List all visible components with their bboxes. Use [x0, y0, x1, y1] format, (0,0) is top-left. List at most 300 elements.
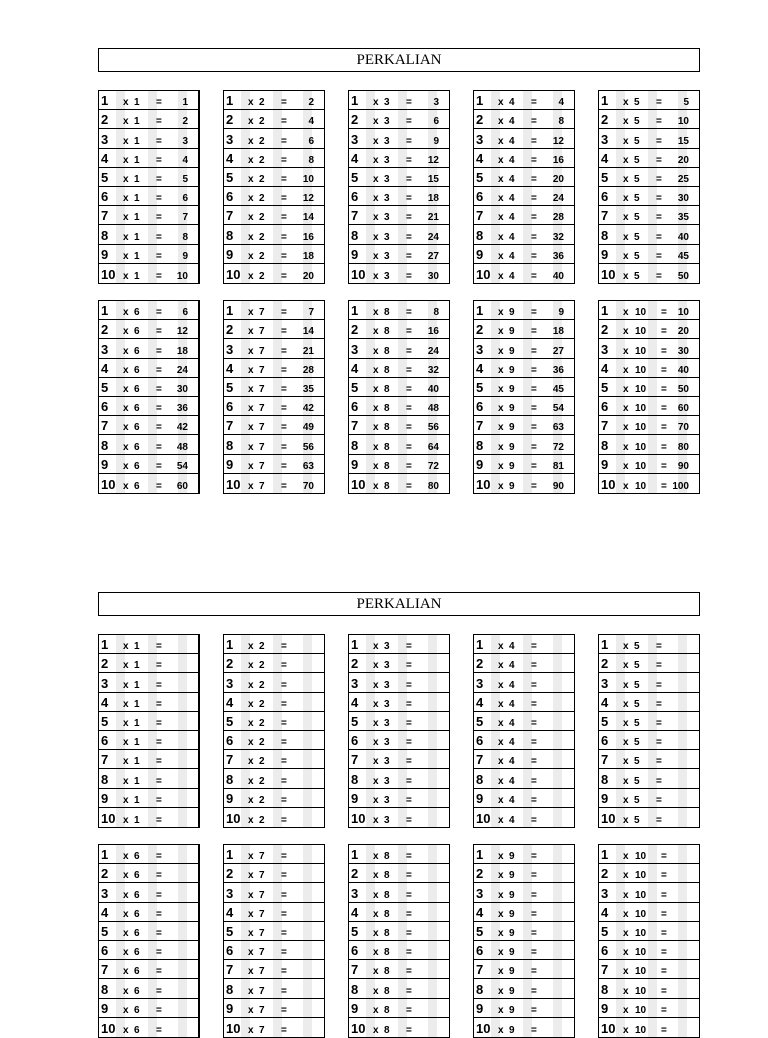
equals-sign: =: [656, 679, 662, 691]
equals-sign: =: [661, 383, 667, 395]
product: 36: [176, 403, 188, 415]
equals-sign: =: [531, 383, 537, 395]
multiplier: 2: [259, 717, 265, 729]
times-sign: x: [123, 480, 129, 492]
multiplier: 5: [634, 814, 640, 826]
equals-sign: =: [281, 460, 287, 472]
equals-sign: =: [531, 441, 537, 453]
multiplier: 10: [635, 441, 647, 453]
table-row: [474, 264, 574, 283]
times-sign: x: [498, 441, 504, 453]
multiplier: 7: [259, 889, 265, 901]
times-sign: x: [373, 460, 379, 472]
table-row: [224, 750, 324, 769]
equals-sign: =: [156, 775, 162, 787]
multiplier: 10: [635, 326, 647, 338]
table-row: [599, 1018, 699, 1037]
table-row: [599, 922, 699, 941]
multiplier: 7: [259, 364, 265, 376]
multiplicand: 3: [476, 341, 484, 357]
product: 21: [302, 345, 314, 357]
table-row: [349, 712, 449, 731]
multiplicand: 5: [351, 713, 359, 729]
equals-sign: =: [156, 985, 162, 997]
multiplier: 2: [259, 173, 265, 185]
multiplicand: 8: [476, 771, 484, 787]
multiplier: 5: [634, 660, 640, 672]
multiplier: 9: [509, 422, 515, 434]
equals-sign: =: [281, 480, 287, 492]
product: 8: [433, 307, 439, 319]
multiplicand: 5: [101, 713, 109, 729]
times-sign: x: [248, 889, 254, 901]
equals-sign: =: [281, 851, 287, 863]
table-row: [99, 769, 198, 788]
product: 7: [182, 212, 188, 224]
times-sign: x: [123, 403, 129, 415]
table-row: [599, 206, 699, 225]
equals-sign: =: [156, 717, 162, 729]
equals-sign: =: [656, 698, 662, 710]
multiplicand: 5: [101, 923, 109, 939]
equals-sign: =: [406, 1004, 412, 1016]
table-row: [599, 416, 699, 435]
multiplicand: 3: [226, 341, 234, 357]
table-row: [349, 301, 449, 320]
times-sign: x: [123, 966, 129, 978]
multiplier: 10: [635, 927, 647, 939]
multiplicand: 10: [101, 266, 116, 282]
equals-sign: =: [156, 422, 162, 434]
times-sign: x: [123, 737, 129, 749]
times-sign: x: [623, 794, 629, 806]
times-sign: x: [123, 173, 129, 185]
multiplicand: 9: [601, 1000, 609, 1016]
multiplier: 5: [634, 679, 640, 691]
product: 12: [176, 326, 188, 338]
table-row: [474, 731, 574, 750]
times-sign: x: [498, 383, 504, 395]
times-sign: x: [373, 422, 379, 434]
multiplicand: 3: [226, 885, 234, 901]
times-sign: x: [123, 814, 129, 826]
times-sign: x: [373, 775, 379, 787]
multiplier: 5: [634, 193, 640, 205]
multiplicand: 2: [101, 866, 109, 882]
table-row: [599, 693, 699, 712]
multiplicand: 3: [351, 885, 359, 901]
equals-sign: =: [156, 154, 162, 166]
multiplicand: 1: [101, 847, 109, 863]
multiplicand: 10: [601, 810, 616, 826]
multiplier: 8: [384, 927, 390, 939]
multiplier: 1: [134, 775, 140, 787]
multiplicand: 2: [601, 866, 609, 882]
multiplicand: 4: [601, 904, 609, 920]
equals-sign: =: [281, 250, 287, 262]
table-row: [599, 339, 699, 358]
equals-sign: =: [661, 480, 667, 492]
multiplier: 2: [259, 135, 265, 147]
times-sign: x: [123, 212, 129, 224]
times-sign: x: [498, 851, 504, 863]
table-row: [474, 359, 574, 378]
multiplicand: 9: [226, 456, 234, 472]
table-row: [474, 769, 574, 788]
multiplier: 1: [134, 135, 140, 147]
equals-sign: =: [406, 737, 412, 749]
times-sign: x: [123, 193, 129, 205]
times-sign: x: [373, 908, 379, 920]
multiplier: 5: [634, 212, 640, 224]
table-row: [224, 635, 324, 654]
product: 3: [433, 97, 439, 109]
table-row: [224, 416, 324, 435]
multiplicand: 3: [101, 131, 109, 147]
multiplicand: 6: [351, 733, 359, 749]
multiplicand: 9: [101, 456, 109, 472]
multiplicand: 6: [226, 943, 234, 959]
table-row: [474, 635, 574, 654]
equals-sign: =: [156, 794, 162, 806]
times-sign: x: [498, 345, 504, 357]
times-sign: x: [623, 775, 629, 787]
times-sign: x: [498, 698, 504, 710]
multiplicand: 7: [476, 418, 484, 434]
equals-sign: =: [281, 326, 287, 338]
multiplier: 2: [259, 794, 265, 806]
times-sign: x: [373, 193, 379, 205]
equals-sign: =: [531, 1024, 537, 1036]
multiplicand: 5: [351, 923, 359, 939]
multiplier: 10: [635, 364, 647, 376]
times-sign: x: [248, 383, 254, 395]
multiplier: 2: [259, 775, 265, 787]
table-row: [349, 883, 449, 902]
product: 30: [427, 270, 439, 282]
table-row: [224, 474, 324, 493]
multiplier: 9: [509, 460, 515, 472]
table-row: [599, 301, 699, 320]
multiplier: 5: [634, 250, 640, 262]
table-row: [349, 187, 449, 206]
times-sign: x: [123, 660, 129, 672]
table-row: [599, 712, 699, 731]
equals-sign: =: [656, 756, 662, 768]
times-sign: x: [623, 116, 629, 128]
table-row: [224, 455, 324, 474]
times-sign: x: [248, 250, 254, 262]
table-row: [599, 455, 699, 474]
multiplicand: 1: [601, 93, 609, 109]
multiplier: 8: [384, 985, 390, 997]
equals-sign: =: [656, 794, 662, 806]
table-row: [349, 979, 449, 998]
times-sign: x: [373, 794, 379, 806]
table-row: [349, 673, 449, 692]
multiplicand: 8: [351, 227, 359, 243]
multiplier: 7: [259, 1024, 265, 1036]
table-row: [599, 941, 699, 960]
equals-sign: =: [406, 908, 412, 920]
table-row: [599, 903, 699, 922]
multiplier: 5: [634, 737, 640, 749]
equals-sign: =: [531, 97, 537, 109]
equals-sign: =: [406, 775, 412, 787]
equals-sign: =: [156, 947, 162, 959]
times-sign: x: [498, 814, 504, 826]
multiplier: 2: [259, 756, 265, 768]
multiplicand: 8: [226, 981, 234, 997]
multiplier: 10: [635, 985, 647, 997]
table-row: [224, 960, 324, 979]
equals-sign: =: [156, 212, 162, 224]
multiplicand: 6: [101, 399, 109, 415]
multiplicand: 7: [351, 752, 359, 768]
product: 40: [677, 364, 689, 376]
table-row: [599, 320, 699, 339]
times-sign: x: [248, 345, 254, 357]
multiplier: 3: [384, 212, 390, 224]
equals-sign: =: [156, 441, 162, 453]
multiplicand: 2: [351, 322, 359, 338]
multiplier: 7: [259, 908, 265, 920]
table-row: [474, 712, 574, 731]
times-sign: x: [123, 135, 129, 147]
product: 48: [427, 403, 439, 415]
equals-sign: =: [406, 345, 412, 357]
equals-sign: =: [661, 966, 667, 978]
times-sign: x: [123, 250, 129, 262]
equals-sign: =: [661, 1024, 667, 1036]
multiplier: 1: [134, 679, 140, 691]
equals-sign: =: [406, 679, 412, 691]
table-row: [349, 245, 449, 264]
multiplicand: 9: [101, 790, 109, 806]
equals-sign: =: [156, 364, 162, 376]
equals-sign: =: [281, 775, 287, 787]
table-row: [474, 979, 574, 998]
times-sign: x: [623, 326, 629, 338]
table-row: [224, 301, 324, 320]
times-sign: x: [123, 307, 129, 319]
equals-sign: =: [656, 116, 662, 128]
times-sign: x: [498, 154, 504, 166]
times-sign: x: [373, 326, 379, 338]
times-sign: x: [248, 270, 254, 282]
times-sign: x: [373, 1024, 379, 1036]
multiplicand: 7: [601, 752, 609, 768]
multiplicand: 4: [601, 150, 609, 166]
product: 56: [302, 441, 314, 453]
equals-sign: =: [406, 889, 412, 901]
times-sign: x: [373, 97, 379, 109]
multiplier: 9: [509, 441, 515, 453]
equals-sign: =: [531, 173, 537, 185]
table-row: [99, 110, 198, 129]
table-row: [599, 635, 699, 654]
times-sign: x: [373, 173, 379, 185]
product: 10: [677, 307, 689, 319]
equals-sign: =: [661, 307, 667, 319]
multiplicand: 10: [476, 266, 491, 282]
product: 4: [308, 116, 314, 128]
equals-sign: =: [281, 1004, 287, 1016]
multiplier: 6: [134, 383, 140, 395]
table-row: [474, 474, 574, 493]
table-row: [349, 731, 449, 750]
table-row: [349, 789, 449, 808]
equals-sign: =: [406, 851, 412, 863]
table-row: [99, 960, 198, 979]
table-row: [474, 129, 574, 148]
multiplier: 9: [509, 307, 515, 319]
times-sign: x: [623, 966, 629, 978]
multiplier: 9: [509, 480, 515, 492]
multiplicand: 8: [601, 437, 609, 453]
times-sign: x: [498, 927, 504, 939]
times-sign: x: [123, 756, 129, 768]
table-row: [474, 941, 574, 960]
multiplicand: 6: [101, 733, 109, 749]
multiplier: 5: [634, 641, 640, 653]
multiplier: 3: [384, 756, 390, 768]
multiplicand: 2: [601, 322, 609, 338]
equals-sign: =: [531, 889, 537, 901]
multiplier: 3: [384, 154, 390, 166]
multiplicand: 7: [351, 208, 359, 224]
equals-sign: =: [406, 480, 412, 492]
product: 12: [427, 154, 439, 166]
multiplier: 1: [134, 154, 140, 166]
multiplicand: 1: [226, 637, 234, 653]
table-row: [224, 1018, 324, 1037]
product: 36: [552, 250, 564, 262]
multiplicand: 9: [601, 456, 609, 472]
product: 90: [677, 460, 689, 472]
multiplicand: 8: [351, 981, 359, 997]
multiplicand: 2: [351, 656, 359, 672]
equals-sign: =: [406, 403, 412, 415]
times-sign: x: [123, 231, 129, 243]
multiplicand: 8: [226, 227, 234, 243]
multiplicand: 6: [226, 399, 234, 415]
multiplier: 7: [259, 383, 265, 395]
multiplier: 7: [259, 460, 265, 472]
times-sign: x: [623, 345, 629, 357]
multiplier: 2: [259, 679, 265, 691]
multiplier: 3: [384, 97, 390, 109]
multiplicand: 6: [476, 189, 484, 205]
times-sign: x: [373, 641, 379, 653]
multiplier: 10: [635, 1024, 647, 1036]
multiplicand: 7: [351, 962, 359, 978]
product: 100: [672, 480, 689, 492]
table-row: [224, 225, 324, 244]
multiplier: 10: [635, 307, 647, 319]
multiplicand: 8: [476, 227, 484, 243]
table-row: [349, 864, 449, 883]
multiplicand: 9: [476, 456, 484, 472]
times-sign: x: [248, 947, 254, 959]
times-sign: x: [248, 173, 254, 185]
multiplier: 5: [634, 698, 640, 710]
table-times-2: [223, 90, 325, 284]
multiplicand: 3: [476, 885, 484, 901]
equals-sign: =: [156, 116, 162, 128]
multiplicand: 7: [101, 418, 109, 434]
times-sign: x: [498, 403, 504, 415]
multiplier: 5: [634, 173, 640, 185]
equals-sign: =: [531, 908, 537, 920]
multiplier: 9: [509, 383, 515, 395]
product: 24: [176, 364, 188, 376]
table-row: [599, 673, 699, 692]
equals-sign: =: [656, 270, 662, 282]
times-sign: x: [123, 116, 129, 128]
table-row: [99, 903, 198, 922]
multiplicand: 10: [476, 810, 491, 826]
multiplier: 8: [384, 403, 390, 415]
table-row: [224, 731, 324, 750]
table-row: [349, 903, 449, 922]
product: 20: [302, 270, 314, 282]
equals-sign: =: [656, 154, 662, 166]
times-sign: x: [498, 889, 504, 901]
multiplicand: 9: [226, 246, 234, 262]
multiplier: 1: [134, 660, 140, 672]
multiplicand: 8: [226, 437, 234, 453]
multiplicand: 10: [226, 810, 241, 826]
product: 5: [182, 173, 188, 185]
times-sign: x: [248, 908, 254, 920]
table-row: [99, 941, 198, 960]
product: 70: [302, 480, 314, 492]
times-sign: x: [123, 1004, 129, 1016]
multiplier: 2: [259, 698, 265, 710]
multiplicand: 1: [226, 303, 234, 319]
times-sign: x: [373, 345, 379, 357]
multiplier: 9: [509, 889, 515, 901]
product: 80: [427, 480, 439, 492]
table-row: [474, 91, 574, 110]
times-sign: x: [623, 908, 629, 920]
times-sign: x: [373, 364, 379, 376]
table-row: [99, 225, 198, 244]
equals-sign: =: [281, 641, 287, 653]
multiplier: 4: [509, 775, 515, 787]
equals-sign: =: [406, 97, 412, 109]
times-sign: x: [373, 966, 379, 978]
multiplicand: 4: [476, 904, 484, 920]
times-sign: x: [373, 717, 379, 729]
equals-sign: =: [531, 756, 537, 768]
table-times-2: [223, 634, 325, 828]
times-sign: x: [373, 756, 379, 768]
table-times-8: [348, 844, 450, 1038]
table-row: [99, 979, 198, 998]
multiplier: 3: [384, 814, 390, 826]
equals-sign: =: [656, 231, 662, 243]
table-row: [99, 187, 198, 206]
table-times-10: [598, 300, 700, 494]
table-row: [99, 416, 198, 435]
times-sign: x: [498, 173, 504, 185]
equals-sign: =: [406, 173, 412, 185]
equals-sign: =: [281, 97, 287, 109]
equals-sign: =: [406, 947, 412, 959]
multiplicand: 10: [101, 810, 116, 826]
